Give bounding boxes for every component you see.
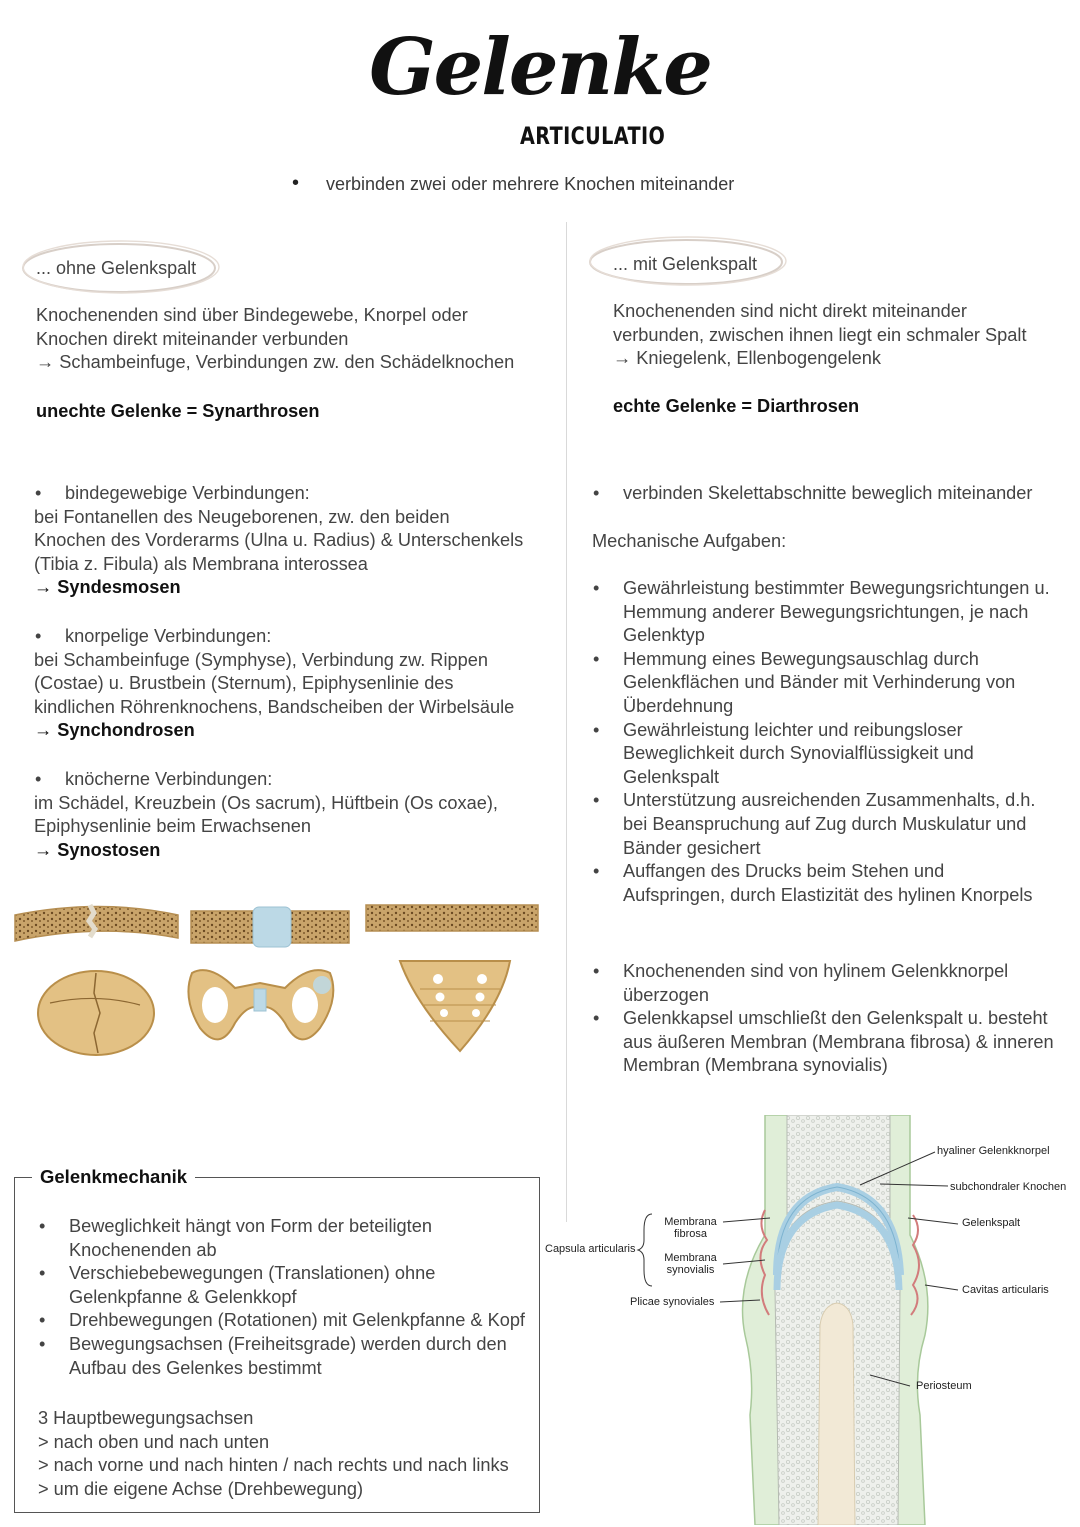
list-item: • Hemmung eines Bewegungsauschlag durch Gelenkflächen und Bänder mit Verhinderung von Überdehnung [593,648,1016,716]
mech-list [592,577,1072,907]
label-gelenkspalt: Gelenkspalt [962,1217,1021,1229]
page-subtitle: ARTICULATIO [520,122,666,150]
label-cavitas-articularis: Cavitas articularis [962,1284,1049,1296]
list-item: • Gelenkkapsel umschließt den Gelenkspalt u. besteht aus äußeren Membran (Membrana fibrosa) & inneren Membran (Membrana synovialis) [593,1008,1054,1076]
list-item: • Bewegungsachsen (Freiheitsgrade) werden durch den Aufbau des Gelenkes bestimmt [39,1333,507,1378]
label-capsula-articularis: Capsula articularis [545,1243,636,1255]
suture-strip-illustration [15,905,178,941]
gelenkmechanik-title: Gelenkmechanik [32,1166,195,1188]
list-item: • Gewährleistung leichter und reibungsloser Beweglichkeit durch Synovialflüssigkeit und Gelenkspalt [593,719,974,787]
tag-ohne-gelenkspalt: ... ohne Gelenkspalt [36,258,197,278]
axes-section: 3 Hauptbewegungsachsen > nach oben und nach unten > nach vorne und nach hinten / nach rechts und nach links > um die eigene Achse (Drehbewegung) [38,1408,509,1499]
list-item: • Beweglichkeit hängt von Form der beteiligten Knochenenden ab [39,1216,432,1260]
right-type-heading: echte Gelenke = Diarthrosen [613,396,860,416]
mechanik-list [38,1215,538,1380]
page-title: Gelenke [369,22,711,113]
right-description: Knochenenden sind nicht direkt miteinander verbunden, zwischen ihnen liegt ein schmaler Spalt → Kniegelenk, Ellenbogengelenk [613,301,1027,369]
left-type-heading: unechte Gelenke = Synarthrosen [36,401,320,421]
left-description: Knochenenden sind über Bindegewebe, Knorpel oder Knochen direkt miteinander verbunden → Schambeinfuge, Verbindungen zw. den Schädelknochen [36,305,515,373]
label-membrana-fibrosa: Membrana fibrosa [664,1216,717,1240]
diagram-leader-lines [540,1140,1080,1400]
left-group-synostosen: • knöcherne Verbindungen: im Schädel, Kreuzbein (Os sacrum), Hüftbein (Os coxae), Epiphysenlinie beim Erwachsenen → Synostosen [34,769,498,860]
extra-list [592,960,1072,1078]
label-subchondraler-knochen: subchondraler Knochen [950,1181,1067,1193]
tag-mit-gelenkspalt: ... mit Gelenkspalt [613,254,758,274]
label-plicae-synoviales: Plicae synoviales [630,1296,715,1308]
list-item: • Verschiebebewegungen (Translationen) ohne Gelenkpfanne & Gelenkkopf [39,1263,436,1307]
column-divider [566,222,567,1222]
skull-illustration [38,971,154,1055]
right-intro-bullet: • verbinden Skelettabschnitte beweglich miteinander [593,483,1033,503]
label-periosteum: Periosteum [916,1380,972,1392]
synostosis-strip-illustration [366,905,538,931]
mech-heading: Mechanische Aufgaben: [592,531,787,551]
synchondrosis-strip-illustration [191,907,349,947]
pelvis-illustration [188,970,333,1039]
list-item: • Knochenenden sind von hylinem Gelenkknorpel überzogen [593,961,1009,1005]
label-hyaliner-gelenkknorpel: hyaliner Gelenkknorpel [937,1145,1050,1157]
left-group-syndesmosen: • bindegewebige Verbindungen: bei Fontanellen des Neugeborenen, zw. den beiden Knochen des Vorderarms (Ulna u. Radius) & Unterschenkels (Tibia z. Fibula) als Membrana interossea → Syndesmosen [34,483,524,598]
list-item: • Gewährleistung bestimmter Bewegungsrichtungen u. Hemmung anderer Bewegungsrichtungen, je nach Gelenktyp [593,578,1050,646]
list-item: • Drehbewegungen (Rotationen) mit Gelenkpfanne & Kopf [39,1310,525,1331]
left-group-synchondrosen: • knorpelige Verbindungen: bei Schambeinfuge (Symphyse), Verbindung zw. Rippen (Costae) u. Brustbein (Sternum), Epiphysenlinie des kindlichen Röhrenknochens, Bandscheiben der Wirbelsäule → Synchondrosen [34,626,515,741]
list-item: • Unterstützung ausreichenden Zusammenhalts, d.h. bei Beanspruchung auf Zug durch Muskulatur und Bänder gesichert [593,790,1036,858]
bone-illustrations [10,893,545,1063]
list-item: • Auffangen des Drucks beim Stehen und Aufspringen, durch Elastizität des hylinen Knorpels [593,861,1033,905]
label-membrana-synovialis: Membrana synovialis [664,1252,717,1276]
sacrum-illustration [400,961,510,1051]
